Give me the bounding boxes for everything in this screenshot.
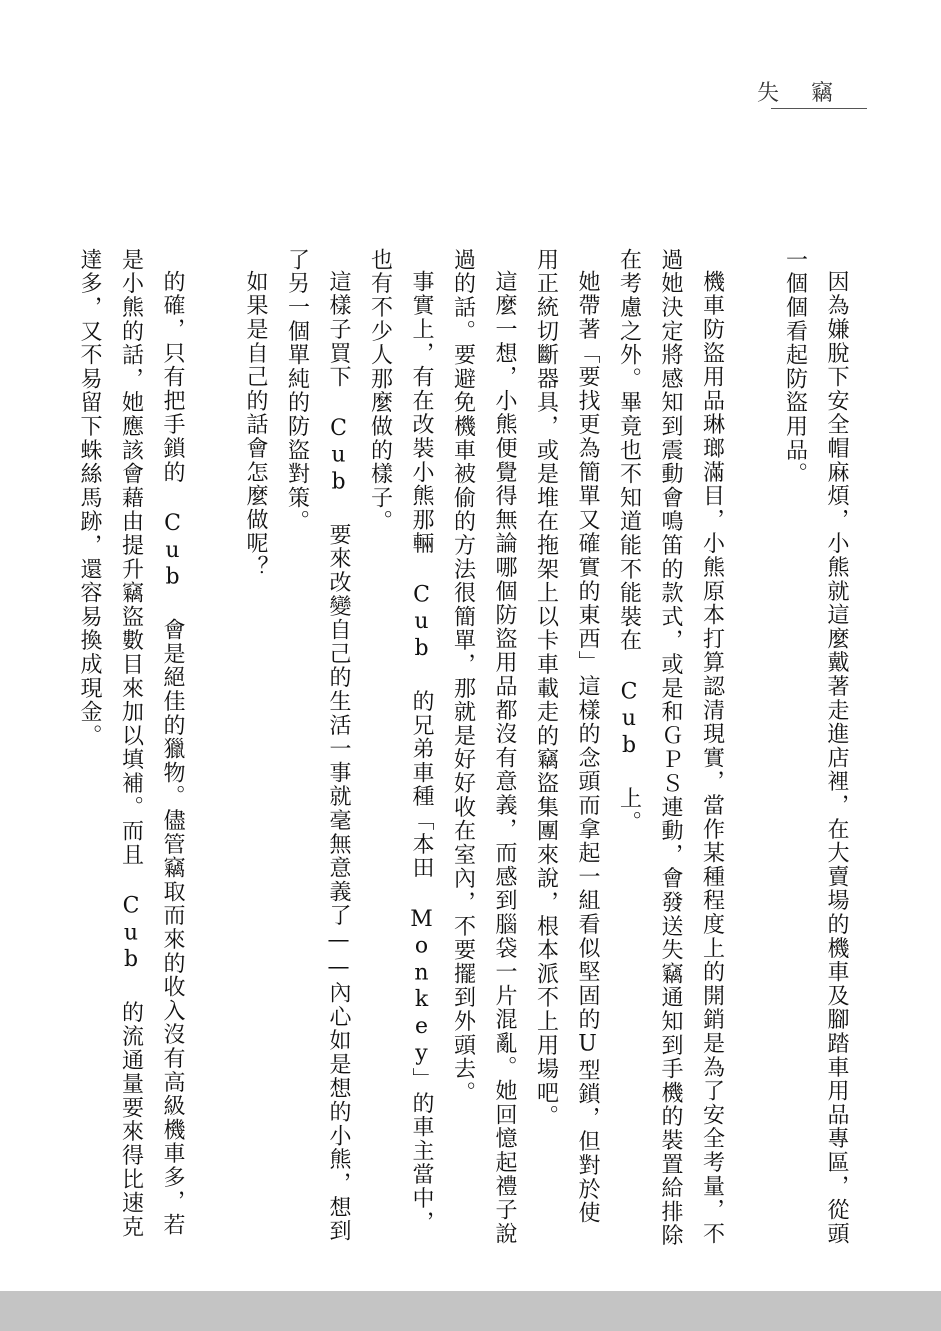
- paragraph: 這樣子買下 Cub 要來改變自己的生活一事就毫無意義了——內心如是想的小熊，想到了另一個單純的防盜對策。: [284, 248, 351, 1243]
- paragraph: 因為嫌脫下安全帽麻煩，小熊就這麼戴著走進店裡，在大賣場的機車及腳踏車用品專區，從頭一個個看起防盜用品。: [782, 248, 849, 1246]
- paragraph: 事實上，有在改裝小熊那輛 Cub 的兄弟車種「本田 Monkey」的車主當中，也有不少人那麼做的樣子。: [367, 248, 434, 1235]
- paragraph: 如果是自己的話會怎麼做呢？: [243, 270, 268, 580]
- paragraph: 機車防盜用品琳瑯滿目，小熊原本打算認清現實，當作某種程度上的開銷是為了安全考量，不過她決定將感知到震動會鳴笛的款式，或是和ＧＰＳ連動，會發送失竊通知到手機的裝置給排除在考慮之外。畢竟也不知道能不能裝在 Cub 上。: [616, 248, 725, 1248]
- paragraph: 的確，只有把手鎖的 Cub 會是絕佳的獵物。儘管竊取而來的收入沒有高級機車多，若是小熊的話，她應該會藉由提升竊盜數目來加以填補。而且 Cub 的流通量要來得比速克達多，又不易留下蛛絲馬跡，還容易換成現金。: [77, 248, 185, 1239]
- body-text: [69, 248, 858, 1248]
- header-rule: [771, 108, 867, 109]
- running-header: 失竊: [756, 81, 865, 106]
- paragraph: 她帶著「要找更為簡單又確實的東西」這樣的念頭而拿起一組看似堅固的U型鎖，但對於使用正統切斷器具，或是堆在拖架上以卡車載走的竊盜集團來說，根本派不上用場吧。: [533, 248, 600, 1225]
- footer-bar: [0, 1291, 941, 1331]
- paragraph: 這麼一想，小熊便覺得無論哪個防盜用品都沒有意義，而感到腦袋一片混亂。她回憶起禮子說過的話。要避免機車被偷的方法很簡單，那就是好好收在室內，不要擺到外頭去。: [450, 248, 517, 1246]
